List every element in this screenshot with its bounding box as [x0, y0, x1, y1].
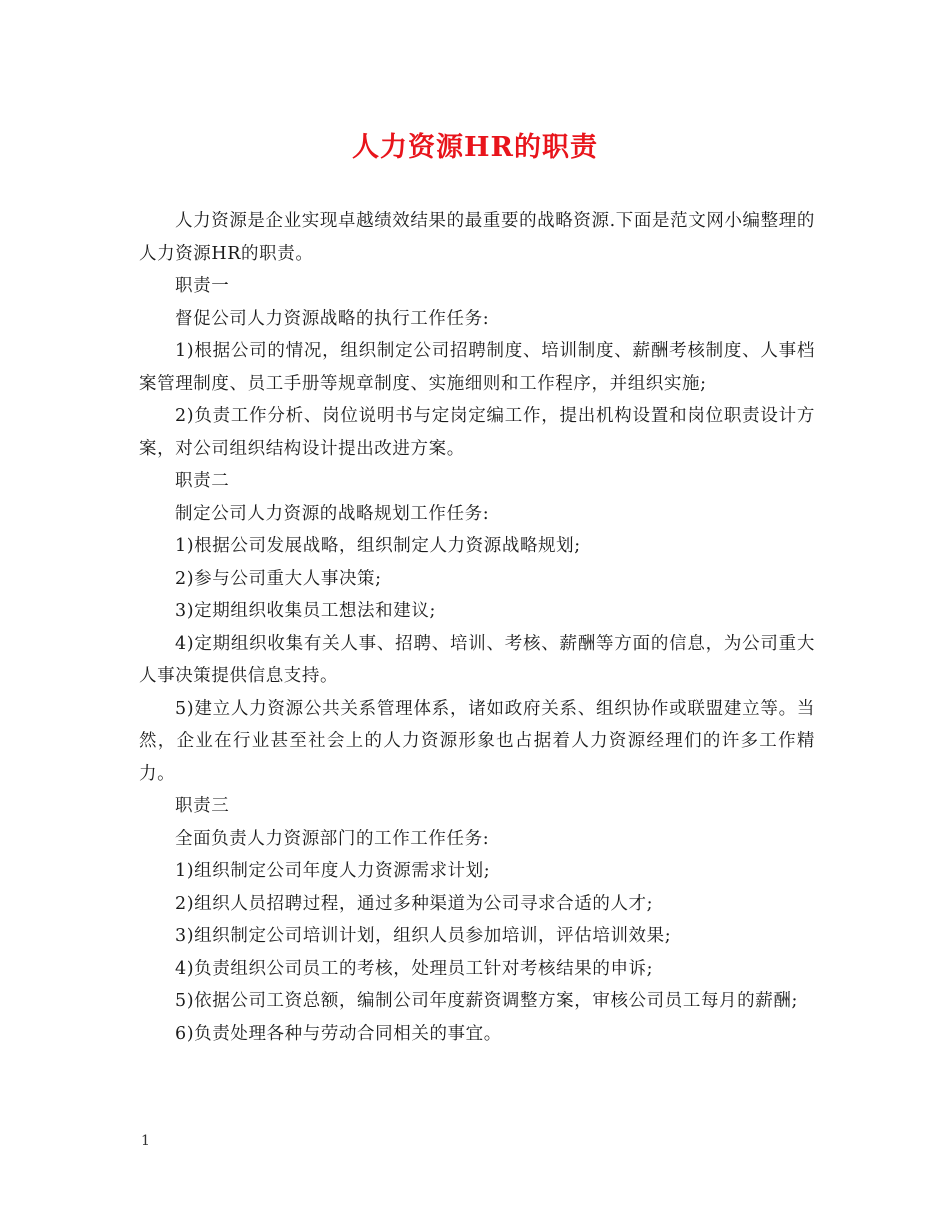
list-item: 5)建立人力资源公共关系管理体系，诸如政府关系、组织协作或联盟建立等。当然，企业在行业甚至社会上的人力资源形象也占据着人力资源经理们的许多工作精力。 [139, 698, 815, 784]
document-title: 人力资源HR的职责 [352, 132, 598, 163]
list-item: 1)根据公司的情况，组织制定公司招聘制度、培训制度、薪酬考核制度、人事档案管理制度、员工手册等规章制度、实施细则和工作程序，并组织实施; [139, 341, 815, 394]
list-item: 3)组织制定公司培训计划，组织人员参加培训，评估培训效果; [175, 926, 672, 946]
list-item: 3)定期组织收集员工想法和建议; [175, 601, 436, 621]
paragraph-intro: 人力资源是企业实现卓越绩效结果的最重要的战略资源.下面是范文网小编整理的人力资源HR的职责。 [139, 211, 815, 264]
paragraph: 全面负责人力资源部门的工作工作任务: [175, 828, 490, 849]
list-item: 4)定期组织收集有关人事、招聘、培训、考核、薪酬等方面的信息，为公司重大人事决策提供信息支持。 [139, 633, 815, 686]
list-item: 6)负责处理各种与劳动合同相关的事宜。 [175, 1023, 502, 1044]
paragraph: 制定公司人力资源的战略规划工作任务: [175, 503, 490, 524]
list-item: 1)根据公司发展战略，组织制定人力资源战略规划; [175, 536, 581, 556]
list-item: 4)负责组织公司员工的考核，处理员工针对考核结果的申诉; [175, 958, 654, 979]
list-item: 2)组织人员招聘过程，通过多种渠道为公司寻求合适的人才; [175, 893, 654, 914]
section-heading-1: 职责一 [175, 276, 230, 296]
document-body [139, 205, 815, 1050]
list-item: 5)依据公司工资总额，编制公司年度薪资调整方案，审核公司员工每月的薪酬; [175, 991, 798, 1011]
section-heading-2: 职责二 [175, 471, 230, 491]
list-item: 1)组织制定公司年度人力资源需求计划; [175, 861, 491, 881]
page-number: 1 [141, 1133, 150, 1149]
list-item: 2)负责工作分析、岗位说明书与定岗定编工作，提出机构设置和岗位职责设计方案，对公司组织结构设计提出改进方案。 [139, 406, 815, 459]
list-item: 2)参与公司重大人事决策; [175, 568, 382, 589]
section-heading-3: 职责三 [175, 796, 230, 816]
paragraph: 督促公司人力资源战略的执行工作任务: [175, 308, 490, 329]
